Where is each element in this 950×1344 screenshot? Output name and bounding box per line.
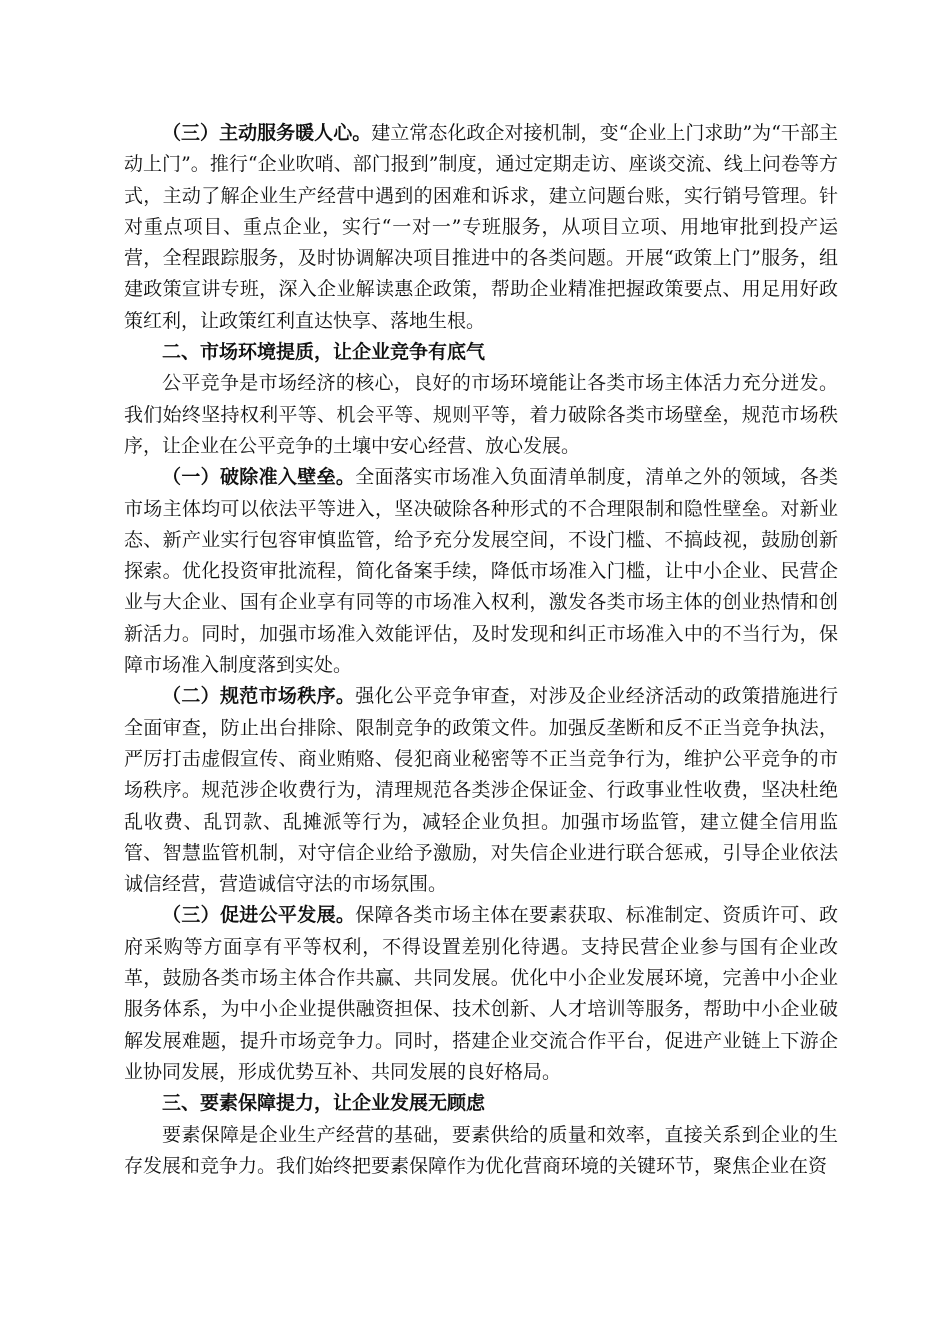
paragraph-proactive-service: [124, 118, 838, 337]
paragraph-fair-development: [124, 900, 838, 1088]
paragraph-text: 建立常态化政企对接机制，变“企业上门求助”为“干部主动上门”。推行“企业吹哨、部门报到”制度，通过定期走访、座谈交流、线上问卷等方式，主动了解企业生产经营中遇到的困难和诉求，建立问题台账，实行销号管理。针对重点项目、重点企业，实行“一对一”专班服务，从项目立项、用地审批到投产运营，全程跟踪服务，及时协调解决项目推进中的各类问题。开展“政策上门”服务，组建政策宣讲专班，深入企业解读惠企政策，帮助企业精准把握政策要点、用足用好政策红利，让政策红利直达快享、落地生根。: [124, 122, 838, 332]
document-page: [124, 118, 838, 1182]
paragraph-text: 强化公平竞争审查，对涉及企业经济活动的政策措施进行全面审查，防止出台排除、限制竞争的政策文件。加强反垄断和反不正当竞争执法，严厉打击虚假宣传、商业贿赂、侵犯商业秘密等不正当竞争行为，维护公平竞争的市场秩序。规范涉企收费行为，清理规范各类涉企保证金、行政事业性收费，坚决杜绝乱收费、乱罚款、乱摊派等行为，减轻企业负担。加强市场监管，建立健全信用监管、智慧监管机制，对守信企业给予激励，对失信企业进行联合惩戒，引导企业依法诚信经营，营造诚信守法的市场氛围。: [124, 685, 838, 896]
paragraph-fair-competition-intro: [124, 368, 838, 462]
paragraph-text: 保障各类市场主体在要素获取、标准制定、资质许可、政府采购等方面享有平等权利，不得设置差别化待遇。支持民营企业参与国有企业改革，鼓励各类市场主体合作共赢、共同发展。优化中小企业发展环境，完善中小企业服务体系，为中小企业提供融资担保、技术创新、人才培训等服务，帮助中小企业破解发展难题，提升市场竞争力。同时，搭建企业交流合作平台，促进产业链上下游企业协同发展，形成优势互补、共同发展的良好格局。: [124, 904, 838, 1083]
paragraph-remove-barriers: [124, 462, 838, 681]
paragraph-lead: （三）促进公平发展。: [162, 904, 356, 927]
section-heading-factor-guarantee: 三、要素保障提力，让企业发展无顾虑: [162, 1092, 486, 1115]
paragraph-text: 要素保障是企业生产经营的基础，要素供给的质量和效率，直接关系到企业的生存发展和竞争力。我们始终把要素保障作为优化营商环境的关键环节，聚焦企业在资: [124, 1123, 838, 1177]
paragraph-lead: （一）破除准入壁垒。: [162, 466, 356, 489]
paragraph-lead: （二）规范市场秩序。: [162, 685, 356, 708]
paragraph-factor-guarantee-intro: [124, 1120, 838, 1183]
paragraph-market-order: [124, 681, 838, 900]
section-heading-market-environment: 二、市场环境提质，让企业竞争有底气: [162, 341, 486, 364]
paragraph-text: 全面落实市场准入负面清单制度，清单之外的领域，各类市场主体均可以依法平等进入，坚决破除各种形式的不合理限制和隐性壁垒。对新业态、新产业实行包容审慎监管，给予充分发展空间，不设门槛、不搞歧视，鼓励创新探索。优化投资审批流程，简化备案手续，降低市场准入门槛，让中小企业、民营企业与大企业、国有企业享有同等的市场准入权利，激发各类市场主体的创业热情和创新活力。同时，加强市场准入效能评估，及时发现和纠正市场准入中的不当行为，保障市场准入制度落到实处。: [124, 466, 838, 677]
paragraph-lead: （三）主动服务暖人心。: [162, 122, 372, 144]
paragraph-text: 公平竞争是市场经济的核心，良好的市场环境能让各类市场主体活力充分迸发。我们始终坚持权利平等、机会平等、规则平等，着力破除各类市场壁垒，规范市场秩序，让企业在公平竞争的土壤中安心经营、放心发展。: [124, 372, 838, 457]
